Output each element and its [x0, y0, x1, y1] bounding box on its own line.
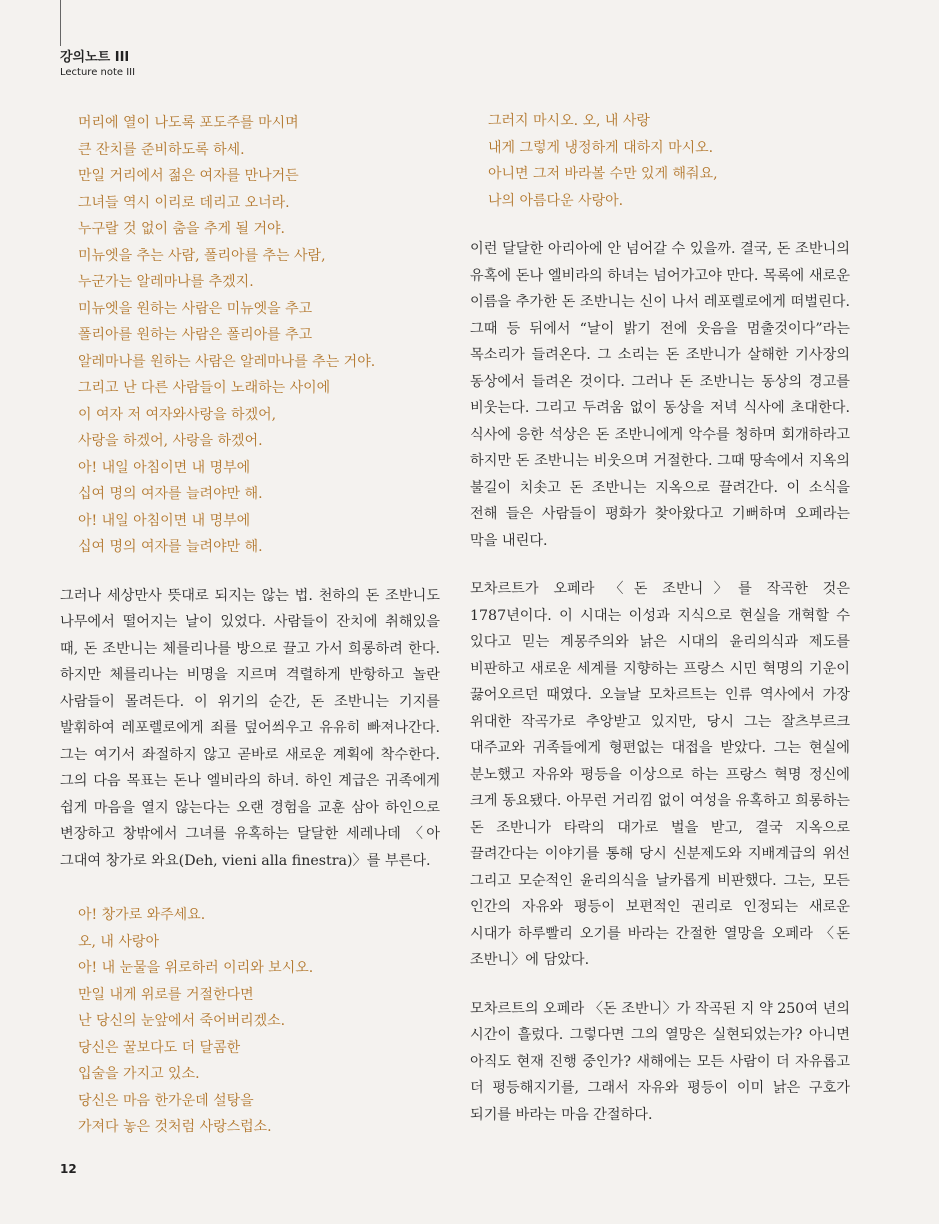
header-rule [60, 0, 61, 46]
lyric-line: 그녀들 역시 이리로 데리고 오너라. [78, 194, 290, 211]
header-subtitle: Lecture note III [60, 67, 136, 78]
lyric-line: 누구랄 것 없이 춤을 추게 될 거야. [78, 221, 285, 237]
lyrics-block-3 [470, 108, 850, 214]
lyric-line: 나의 아름다운 사랑아. [488, 192, 624, 209]
header-title: 강의노트 III [60, 50, 130, 65]
lyric-line: 만일 내게 위로를 거절한다면 [78, 986, 254, 1003]
lyric-line: 만일 거리에서 젊은 여자를 만나거든 [78, 168, 299, 184]
lyric-line: 내게 그렇게 냉정하게 대하지 마시오. [488, 139, 714, 156]
lyric-line: 아! 창가로 와주세요. [78, 907, 206, 923]
lyric-line: 누군가는 알레마나를 추겠지. [78, 274, 254, 290]
lyric-line: 당신은 꿀보다도 더 달콤한 [78, 1039, 241, 1056]
lyric-line: 아! 내일 아침이면 내 명부에 [78, 512, 251, 529]
lyrics-block-1 [60, 110, 440, 561]
lyric-line: 오, 내 사랑아 [78, 933, 159, 950]
lyric-line: 당신은 마음 한가운데 설탕을 [78, 1092, 254, 1109]
lyric-line: 사랑을 하겠어, 사랑을 하겠어. [78, 433, 263, 449]
body-paragraph: 모차르트가 오페라 〈돈 조반니〉를 작곡한 것은 1787년이다. 이 시대는 이성과 지식으로 현실을 개혁할 수 있다고 믿는 계몽주의와 낡은 시대의 윤리의식과 제도를 비판하고 새로운 세계를 지향하는 프랑스 시민 혁명의 기운이 끓어오르던 때였다. 오늘날 모차르트는 인류 역사에서 가장 위대한 작곡가로 추앙받고 있지만, 당시 그는 잘츠부르크 대주교와 귀족들에게 형편없는 대접을 받았다. 그는 현실에 분노했고 자유와 평등을 이상으로 하는 프랑스 혁명 정신에 크게 동요됐다. 아무런 거리낌 없이 여성을 유혹하고 희롱하는 돈 조반니가 타락의 대가로 벌을 받고, 결국 지옥으로 끌려간다는 이야기를 통해 당시 신분제도와 지배계급의 위선 그리고 모순적인 윤리의식을 날카롭게 비판했다. 그는, 모든 인간의 자유와 평등이 보편적인 권리로 인정되는 새로운 시대가 하루빨리 오기를 바라는 간절한 열망을 오페라 〈돈 조반니〉에 담았다. [470, 581, 850, 968]
lyric-line: 미뉴엣을 원하는 사람은 미뉴엣을 추고 [78, 300, 313, 317]
lyric-line: 입술을 가지고 있소. [78, 1066, 200, 1082]
lyric-line: 십여 명의 여자를 늘려야만 해. [78, 486, 263, 502]
lyric-line: 그러지 마시오. 오, 내 사랑 [488, 113, 650, 129]
left-column [60, 110, 440, 1141]
lyric-line: 알레마나를 원하는 사람은 알레마나를 추는 거야. [78, 353, 376, 370]
right-column [470, 108, 850, 1128]
lyric-line: 아! 내일 아침이면 내 명부에 [78, 459, 251, 476]
lyric-line: 가져다 놓은 것처럼 사랑스럽소. [78, 1119, 272, 1135]
lyrics-block-2 [60, 902, 440, 1141]
running-header [60, 50, 135, 80]
lyric-line: 이 여자 저 여자와사랑을 하겠어, [78, 406, 277, 423]
body-paragraph: 이런 달달한 아리아에 안 넘어갈 수 있을까. 결국, 돈 조반니의 유혹에 돈나 엘비라의 하녀는 넘어가고야 만다. 목록에 새로운 이름을 추가한 돈 조반니는 신이 나서 레포렐로에게 떠벌린다. 그때 등 뒤에서 “날이 밝기 전에 웃음을 멈출것이다”라는 목소리가 들려온다. 그 소리는 돈 조반니가 살해한 기사장의 동상에서 들려온 것이다. 그러나 돈 조반니는 동상의 경고를 비웃는다. 그리고 두려움 없이 동상을 저녁 식사에 초대한다. 식사에 응한 석상은 돈 조반니에게 악수를 청하며 회개하라고 하지만 돈 조반니는 비웃으며 거절한다. 그때 땅속에서 지옥의 불길이 치솟고 돈 조반니는 지옥으로 끌려간다. 이 소식을 전해 들은 사람들이 평화가 찾아왔다고 기뻐하며 오페라는 막을 내린다. [470, 241, 850, 549]
lyric-line: 아니면 그저 바라볼 수만 있게 해줘요, [488, 166, 718, 182]
lyric-line: 그리고 난 다른 사람들이 노래하는 사이에 [78, 380, 331, 396]
body-paragraph: 모차르트의 오페라 〈돈 조반니〉가 작곡된 지 약 250여 년의 시간이 흘렀다. 그렇다면 그의 열망은 실현되었는가? 아니면 아직도 현재 진행 중인가? 새해에는 모든 사람이 더 자유롭고 더 평등해지기를, 그래서 자유와 평등이 이미 낡은 구호가 되기를 바라는 마음 간절하다. [470, 1000, 850, 1123]
lyric-line: 미뉴엣을 추는 사람, 폴리아를 추는 사람, [78, 247, 326, 264]
lyric-line: 아! 내 눈물을 위로하러 이리와 보시오. [78, 960, 314, 976]
lyric-line: 십여 명의 여자를 늘려야만 해. [78, 539, 263, 555]
body-paragraph: 그러나 세상만사 뜻대로 되지는 않는 법. 천하의 돈 조반니도 나무에서 떨어지는 날이 있었다. 사람들이 잔치에 취해있을 때, 돈 조반니는 체를리나를 방으로 끌고 가서 희롱하려 한다. 하지만 체를리나는 비명을 지르며 격렬하게 반항하고 놀란 사람들이 몰려든다. 이 위기의 순간, 돈 조반니는 기지를 발휘하여 레포렐로에게 죄를 덮어씌우고 유유히 빠져나간다. 그는 여기서 좌절하지 않고 곧바로 새로운 계획에 착수한다. 그의 다음 목표는 돈나 엘비라의 하녀. 하인 계급은 귀족에게 쉽게 마음을 열지 않는다는 오랜 경험을 교훈 삼아 하인으로 변장하고 창밖에서 그녀를 유혹하는 달달한 세레나데 〈아 그대여 창가로 와요(Deh, vieni alla finestra)〉를 부른다. [60, 587, 440, 869]
lyric-line: 폴리아를 원하는 사람은 폴리아를 추고 [78, 327, 313, 343]
lyric-line: 큰 잔치를 준비하도록 하세. [78, 141, 245, 158]
lyric-line: 난 당신의 눈앞에서 죽어버리겠소. [78, 1013, 286, 1029]
lyric-line: 머리에 열이 나도록 포도주를 마시며 [78, 115, 299, 131]
page-number: 12 [60, 1162, 77, 1176]
